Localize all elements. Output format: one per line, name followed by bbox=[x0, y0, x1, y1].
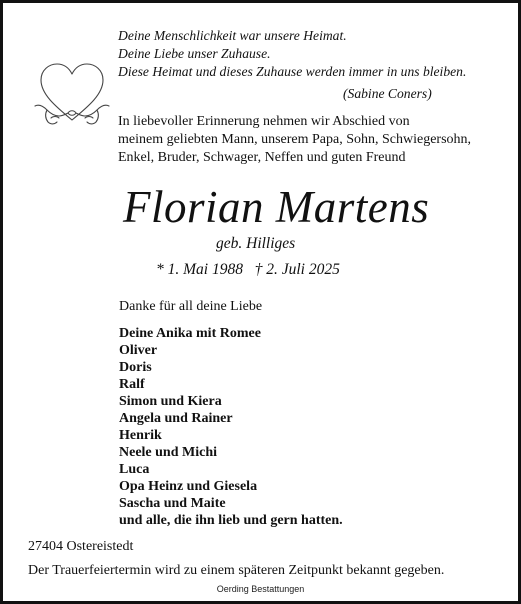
intro-line-3: Enkel, Bruder, Schwager, Neffen und guten Freund bbox=[118, 150, 406, 165]
intro-line-2: meinem geliebten Mann, unserem Papa, Sohn, Schwiegersohn, bbox=[118, 132, 472, 147]
undertaker-credit: Oerding Bestattungen bbox=[216, 584, 305, 594]
family-member: Simon und Kiera bbox=[119, 394, 222, 409]
family-member: Oliver bbox=[119, 343, 158, 358]
family-member: Henrik bbox=[119, 428, 162, 443]
funeral-note: Der Trauerfeiertermin wird zu einem späteren Zeitpunkt bekannt gegeben. bbox=[28, 563, 445, 578]
quote-author: (Sabine Coners) bbox=[343, 86, 432, 101]
quote-line-3: Diese Heimat und dieses Zuhause werden immer in uns bleiben. bbox=[118, 64, 467, 79]
location: 27404 Ostereistedt bbox=[28, 539, 134, 554]
heart-hands-icon bbox=[33, 58, 111, 136]
intro-line-1: In liebevoller Erinnerung nehmen wir Abschied von bbox=[118, 114, 410, 129]
birth-name: geb. Hilliges bbox=[216, 235, 296, 252]
family-list bbox=[119, 325, 343, 529]
family-member: und alle, die ihn lieb und gern hatten. bbox=[119, 513, 343, 528]
family-member: Doris bbox=[119, 360, 152, 375]
quote-line-1: Deine Menschlichkeit war unsere Heimat. bbox=[118, 28, 347, 43]
family-member: Ralf bbox=[119, 377, 145, 392]
family-member: Angela und Rainer bbox=[119, 411, 233, 426]
thanks-line: Danke für all deine Liebe bbox=[119, 299, 263, 314]
family-member: Deine Anika mit Romee bbox=[119, 326, 261, 341]
family-member: Neele und Michi bbox=[119, 445, 217, 460]
family-member: Luca bbox=[119, 462, 150, 477]
life-dates: * 1. Mai 1988 † 2. Juli 2025 bbox=[156, 261, 340, 278]
family-member: Opa Heinz und Giesela bbox=[119, 479, 258, 494]
family-member: Sascha und Maite bbox=[119, 496, 226, 511]
deceased-name: Florian Martens bbox=[123, 182, 430, 232]
quote-line-2: Deine Liebe unser Zuhause. bbox=[118, 46, 271, 61]
